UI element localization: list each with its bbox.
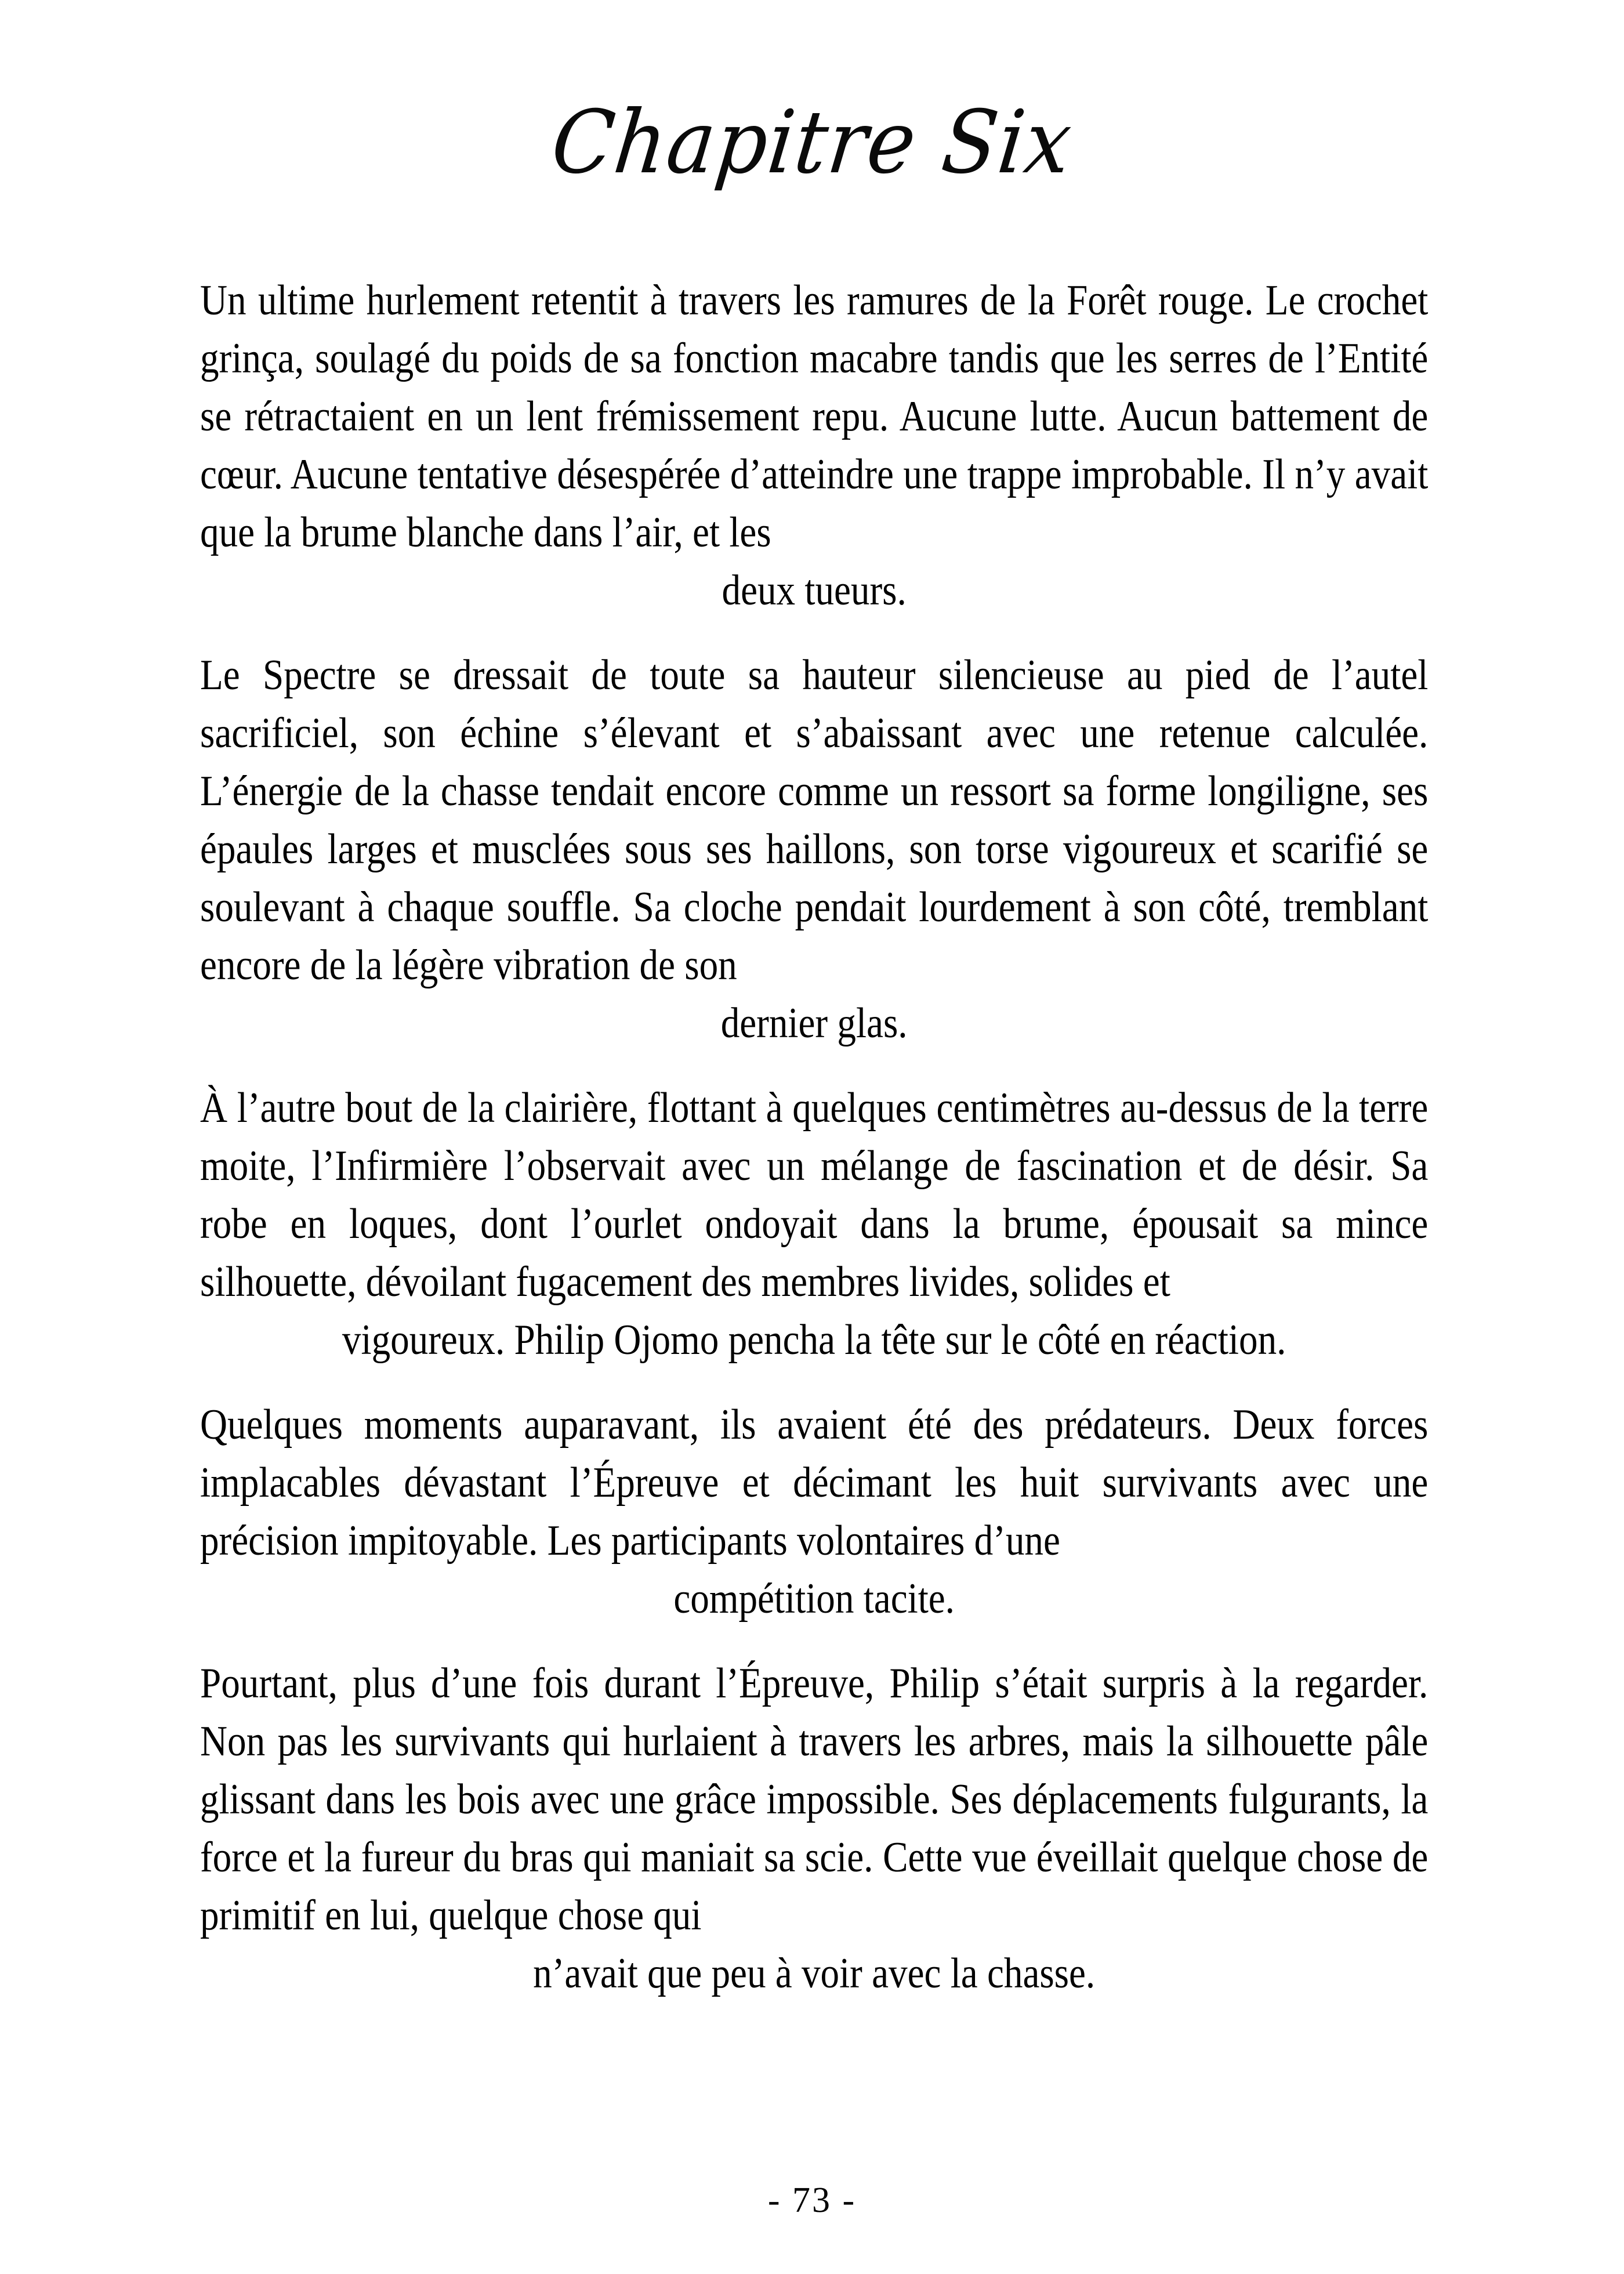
paragraph-2: [200, 646, 1428, 1052]
paragraph-3: [200, 1079, 1428, 1369]
paragraph-5: [200, 1654, 1428, 2003]
paragraph-4-last-line: compétition tacite.: [673, 1575, 955, 1623]
paragraph-1-last-line: deux tueurs.: [722, 567, 907, 614]
paragraph-4: [200, 1396, 1428, 1628]
paragraph-2-last-line: dernier glas.: [720, 1000, 908, 1047]
chapter-title: Chapitre Six: [546, 92, 1078, 193]
page-number: - 73 -: [767, 2181, 857, 2220]
paragraph-3-last-line: vigoureux. Philip Ojomo pencha la tête sur le côté en réaction.: [342, 1316, 1286, 1364]
paragraph-5-last-line: n’avait que peu à voir avec la chasse.: [533, 1950, 1096, 1997]
paragraph-5-text: Pourtant, plus d’une fois durant l’Épreuve, Philip s’était surpris à la regarder. Non pas les survivants qui hurlaient à travers les arbres, mais la silhouette pâle glissant dans les bois avec une grâce impossible. Ses déplacements fulgurants, la force et la fureur du bras qui maniait sa scie. Cette vue éveillait quelque chose de primitif en lui, quelque chose qui: [200, 1660, 1429, 1939]
paragraph-2-text: Le Spectre se dressait de toute sa hauteur silencieuse au pied de l’autel sacrificiel, son échine s’élevant et s’abaissant avec une retenue calculée. L’énergie de la chasse tendait encore comme un ressort sa forme longiligne, ses épaules larges et musclées sous ses haillons, son torse vigoureux et scarifié se soulevant à chaque souffle. Sa cloche pendait lourdement à son côté, tremblant encore de la légère vibration de son: [200, 651, 1429, 989]
paragraph-1: [200, 271, 1428, 620]
paragraph-4-text: Quelques moments auparavant, ils avaient été des prédateurs. Deux forces implacables dévastant l’Épreuve et décimant les huit survivants avec une précision impitoyable. Les participants volontaires d’une: [200, 1401, 1429, 1565]
body-text-block: [200, 271, 1429, 2003]
paragraph-3-text: À l’autre bout de la clairière, flottant à quelques centimètres au-dessus de la terre moite, l’Infirmière l’observait avec un mélange de fascination et de désir. Sa robe en loques, dont l’ourlet ondoyait dans la brume, épousait sa mince silhouette, dévoilant fugacement des membres livides, solides et: [200, 1084, 1429, 1306]
paragraph-1-text: Un ultime hurlement retentit à travers les ramures de la Forêt rouge. Le crochet grinça, soulagé du poids de sa fonction macabre tandis que les serres de l’Entité se rétractaient en un lent frémissement repu. Aucune lutte. Aucun battement de cœur. Aucune tentative désespérée d’atteindre une trappe improbable. Il n’y avait que la brume blanche dans l’air, et les: [200, 277, 1429, 556]
